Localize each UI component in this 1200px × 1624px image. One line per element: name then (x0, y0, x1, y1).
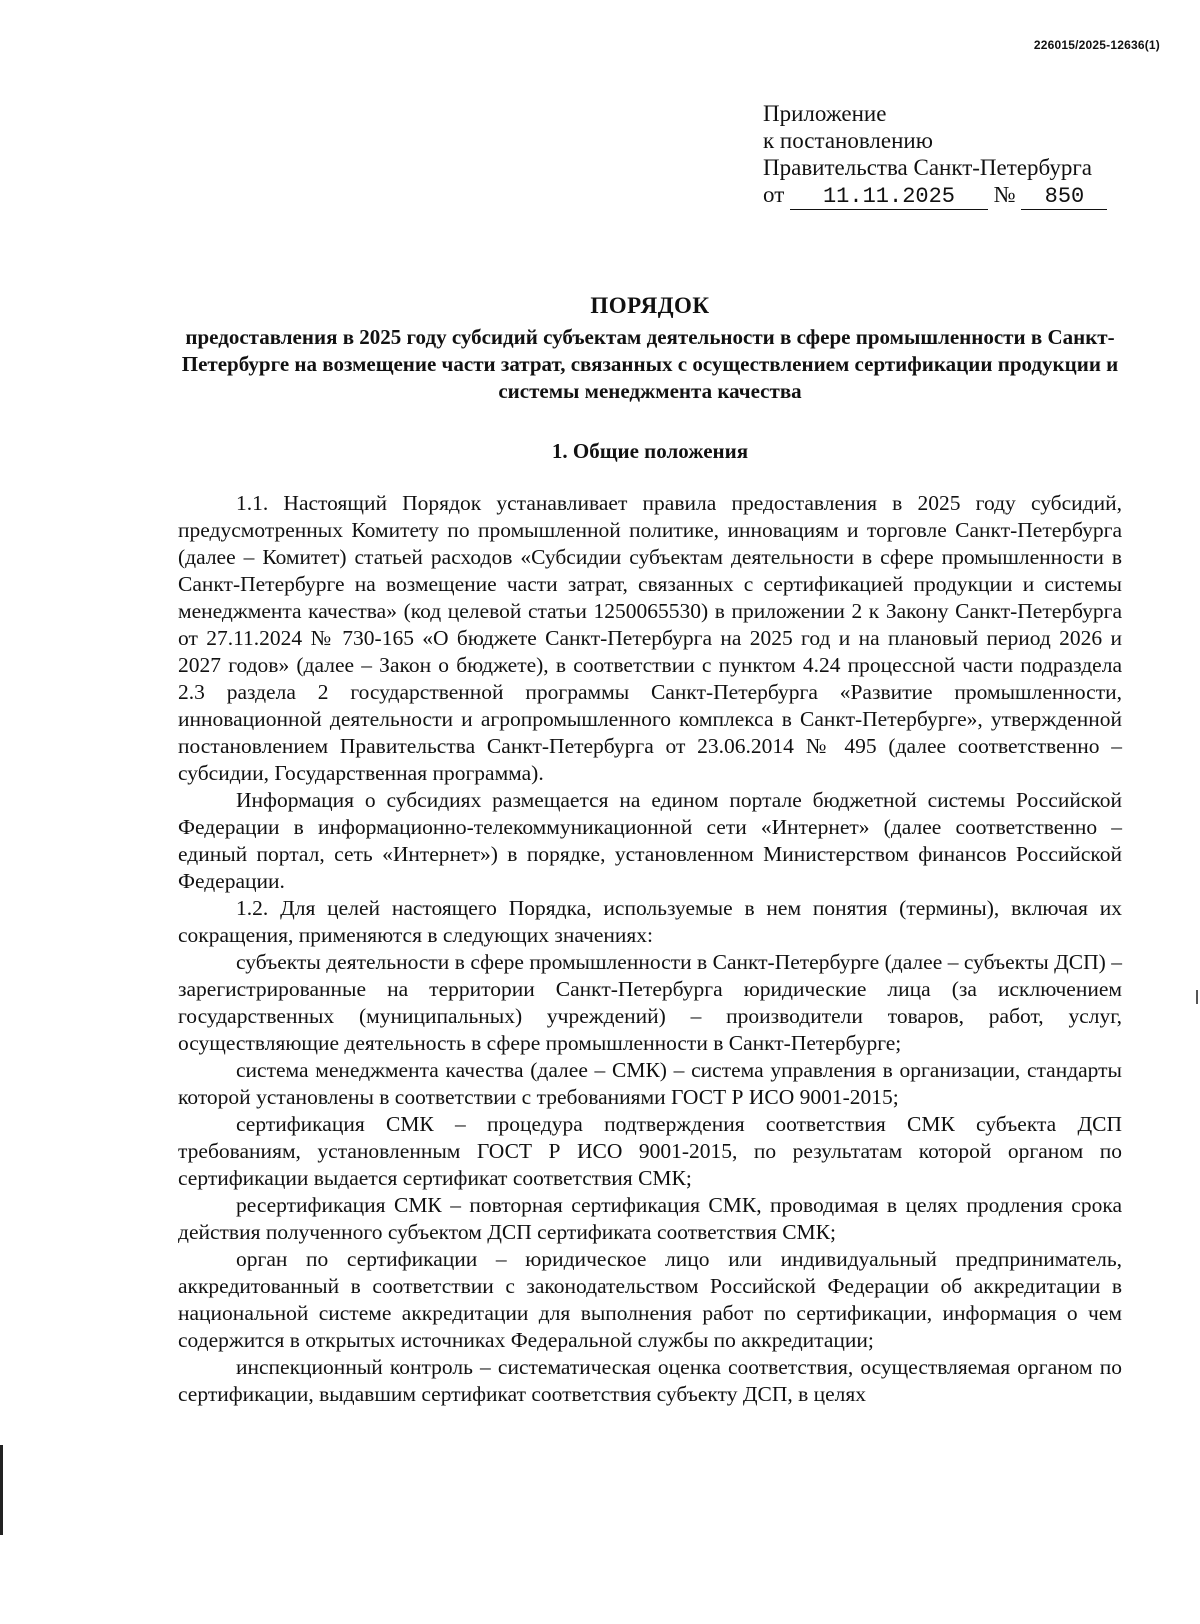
document-body (178, 490, 1122, 1408)
appendix-line-1: Приложение (763, 101, 887, 126)
registration-number: 226015/2025-12636(1) (1033, 38, 1160, 52)
document-subtitle: предоставления в 2025 году субсидий субъектам деятельности в сфере промышленности в Санкт-Петербурге на возмещение части затрат, связанных с осуществлением сертификации продукции и системы менеджмента качества (181, 325, 1119, 403)
appendix-line-2: к постановлению (763, 128, 933, 153)
resolution-number: 850 (1021, 185, 1107, 210)
definition-certification: сертификация СМК – процедура подтверждения соответствия СМК субъекта ДСП требованиям, установленным ГОСТ Р ИСО 9001-2015, по результатам которой органом по сертификации выдается сертификат соответствия СМК; (178, 1112, 1122, 1190)
appendix-line-3: Правительства Санкт-Петербурга (763, 155, 1092, 180)
document-title-block (170, 292, 1130, 405)
number-prefix: № (993, 182, 1016, 207)
appendix-date-line (763, 181, 1107, 210)
appendix-block (763, 100, 1107, 210)
definition-certification-body: орган по сертификации – юридическое лицо или индивидуальный предприниматель, аккредитованный в соответствии с законодательством Российской Федерации об аккредитации в национальной системе аккредитации для выполнения работ по сертификации, информация о чем содержится в открытых источниках Федеральной службы по аккредитации; (178, 1247, 1122, 1352)
definition-recertification: ресертификация СМК – повторная сертификация СМК, проводимая в целях продления срока действия полученного субъектом ДСП сертификата соответствия СМК; (178, 1193, 1122, 1244)
resolution-date: 11.11.2025 (790, 185, 988, 210)
definition-smk: система менеджмента качества (далее – СМК) – система управления в организации, стандарты которой установлены в соответствии с требованиями ГОСТ Р ИСО 9001-2015; (178, 1058, 1122, 1109)
scan-edge-mark (0, 1445, 3, 1535)
date-prefix: от (763, 182, 785, 207)
paragraph-portal-info: Информация о субсидиях размещается на едином портале бюджетной системы Российской Федерации в информационно-телекоммуникационной сети «Интернет» (далее соответственно – единый портал, сеть «Интернет») в порядке, установленном Министерством финансов Российской Федерации. (178, 788, 1122, 893)
section-heading: 1. Общие положения (551, 439, 749, 463)
scan-edge-mark (1196, 990, 1198, 1004)
definition-inspection-control: инспекционный контроль – систематическая оценка соответствия, осуществляемая органом по сертификации, выдавшим сертификат соответствия субъекту ДСП, в целях (178, 1355, 1122, 1406)
paragraph-1-2: 1.2. Для целей настоящего Порядка, используемые в нем понятия (термины), включая их сокращения, применяются в следующих значениях: (178, 896, 1122, 947)
document-title: ПОРЯДОК (590, 293, 710, 318)
definition-dsp: субъекты деятельности в сфере промышленности в Санкт-Петербурге (далее – субъекты ДСП) – зарегистрированные на территории Санкт-Петербурга юридические лица (за исключением государственных (муниципальных) учреждений) – производители товаров, работ, услуг, осуществляющие деятельность в сфере промышленности в Санкт-Петербурге; (178, 950, 1122, 1055)
paragraph-1-1: 1.1. Настоящий Порядок устанавливает правила предоставления в 2025 году субсидий, предусмотренных Комитету по промышленной политике, инновациям и торговле Санкт-Петербурга (далее – Комитет) статьей расходов «Субсидии субъектам деятельности в сфере промышленности в Санкт-Петербурге на возмещение части затрат, связанных с сертификацией продукции и системы менеджмента качества» (код целевой статьи 1250065530) в приложении 2 к Закону Санкт-Петербурга от 27.11.2024 № 730-165 «О бюджете Санкт-Петербурга на 2025 год и на плановый период 2026 и 2027 годов» (далее – Закон о бюджете), в соответствии с пунктом 4.24 процессной части подраздела 2.3 раздела 2 государственной программы Санкт-Петербурга «Развитие промышленности, инновационной деятельности и агропромышленного комплекса в Санкт-Петербурге», утвержденной постановлением Правительства Санкт-Петербурга от 23.06.2014 № 495 (далее соответственно – субсидии, Государственная программа). (178, 491, 1122, 785)
